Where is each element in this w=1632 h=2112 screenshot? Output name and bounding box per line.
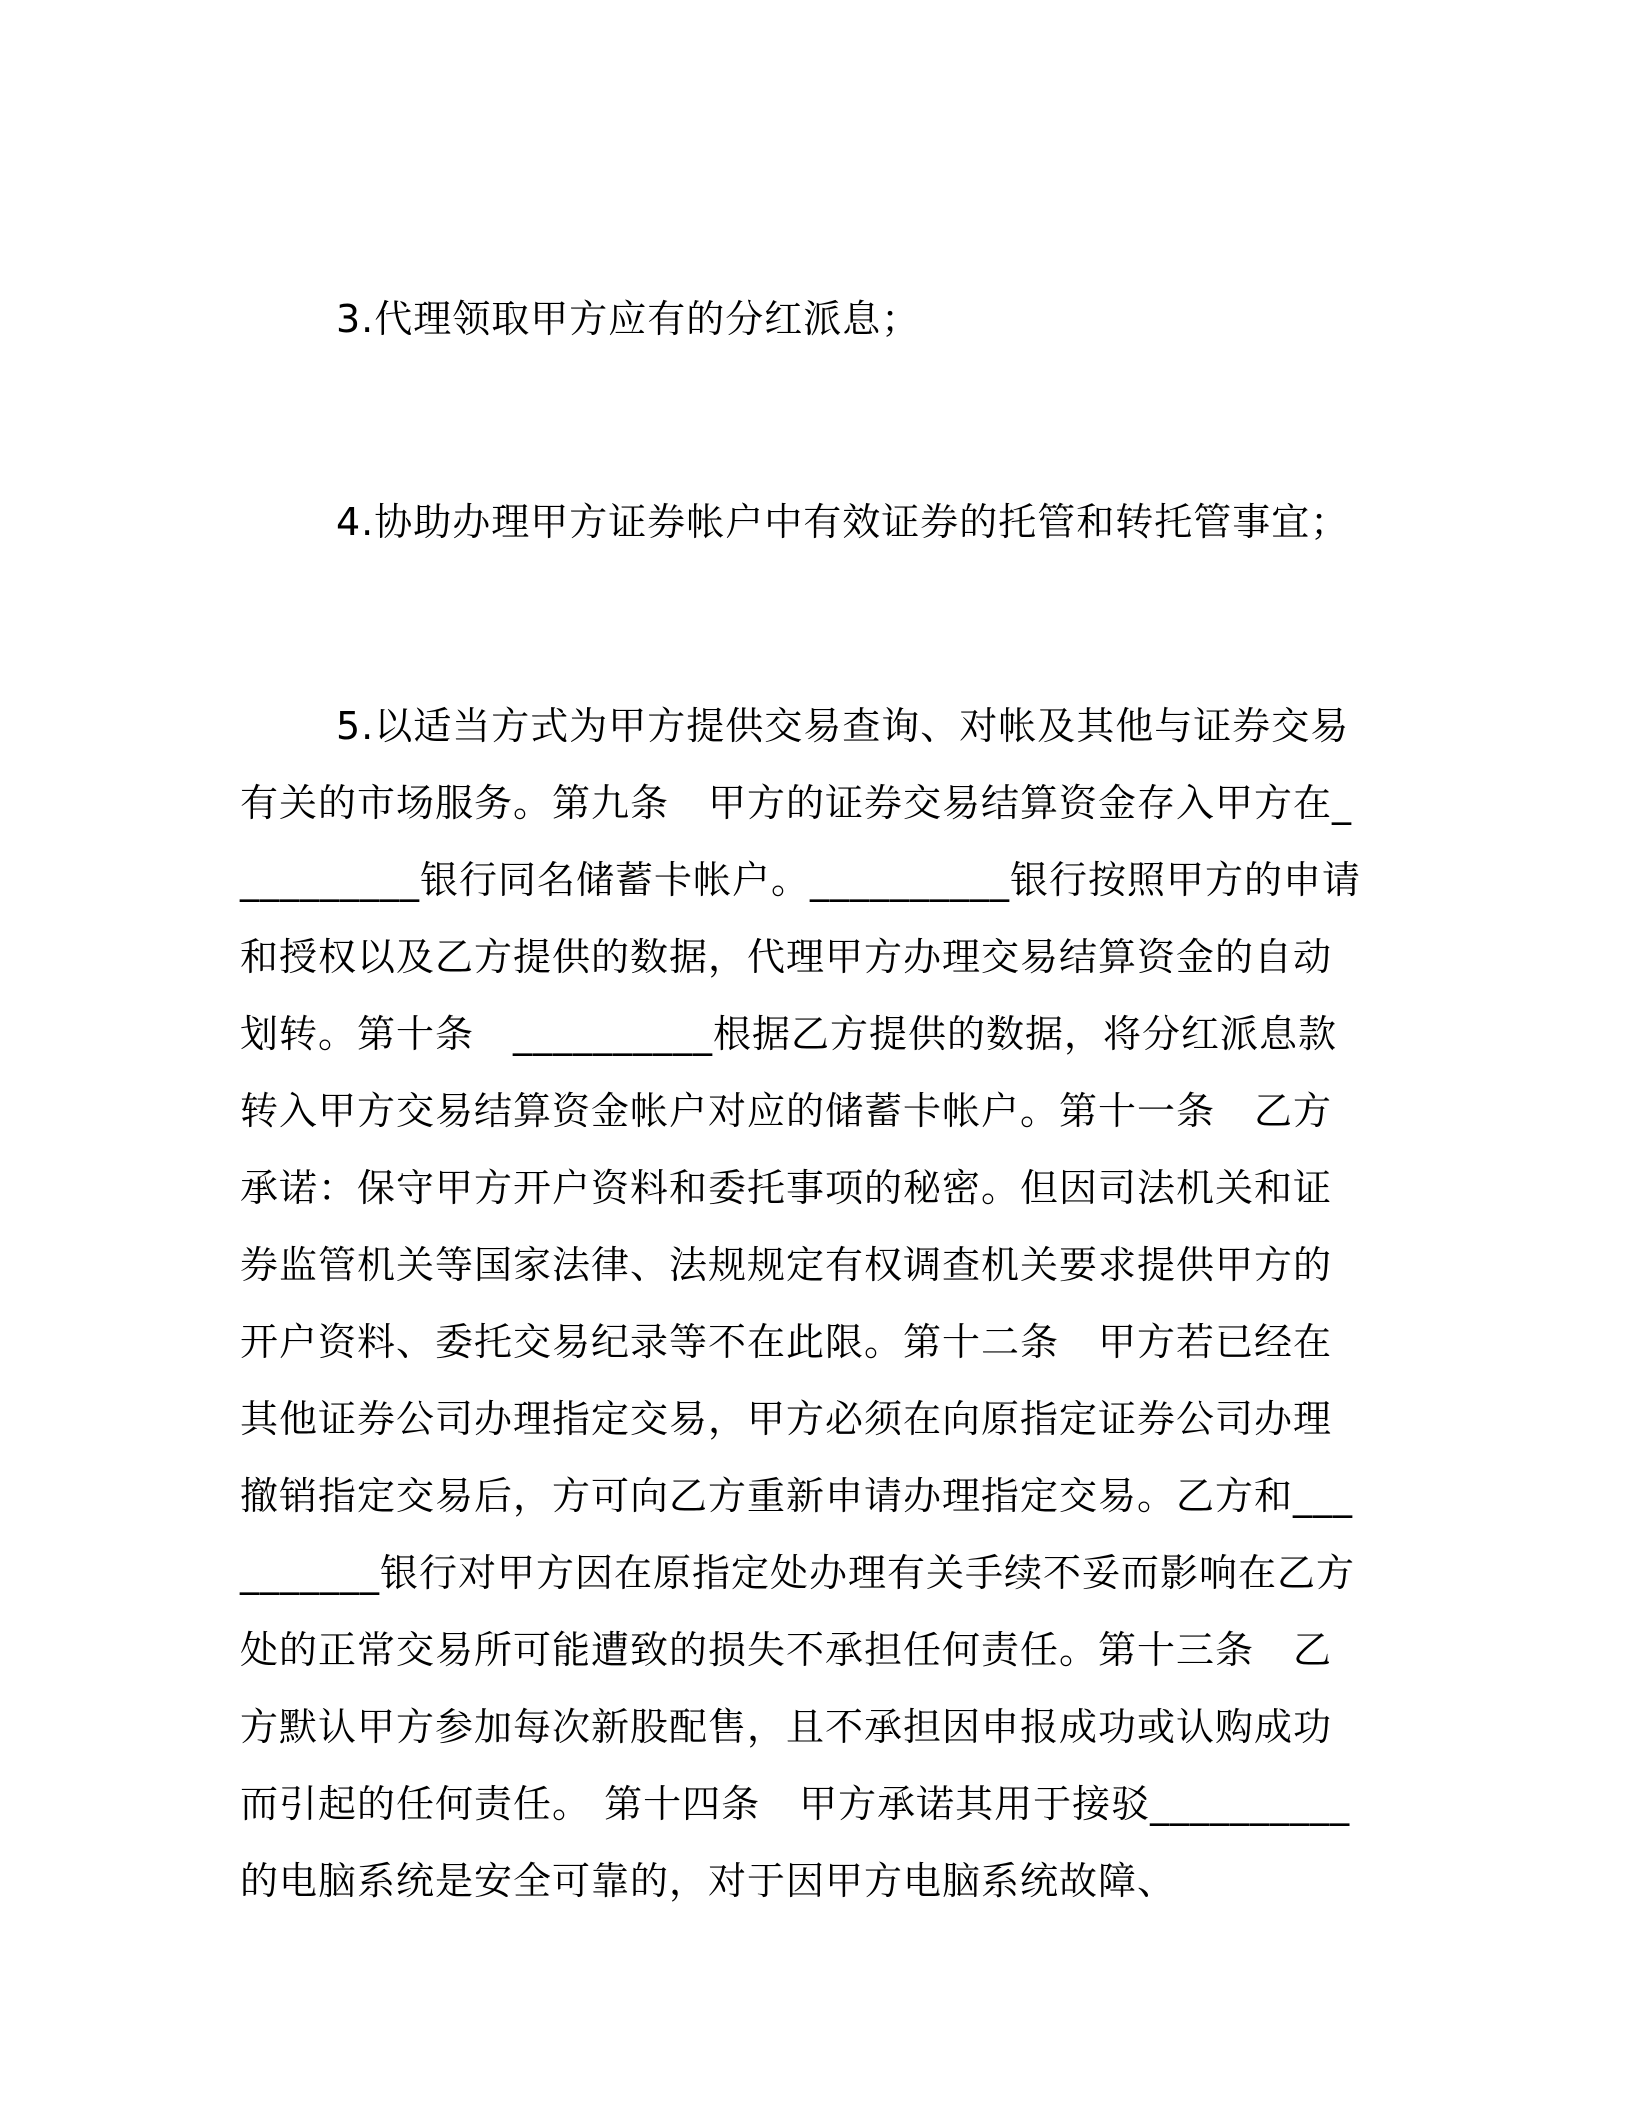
- paragraph-item-4: [240, 484, 1370, 561]
- paragraph-text: 4.协助办理甲方证券帐户中有效证券的托管和转托管事宜；: [336, 500, 1350, 544]
- paragraph-item-5-clauses: [240, 688, 1370, 1920]
- paragraph-item-3: [240, 281, 1370, 358]
- paragraph-text: 3.代理领取甲方应有的分红派息；: [336, 297, 921, 341]
- paragraph-text: 5.以适当方式为甲方提供交易查询、对帐及其他与证券交易有关的市场服务。第九条 甲方的证券交易结算资金存入甲方在__________银行同名储蓄卡帐户。__________银行按照甲方的申请和授权以及乙方提供的数据，代理甲方办理交易结算资金的自动划转。第十条 __________根据乙方提供的数据，将分红派息款转入甲方交易结算资金帐户对应的储蓄卡帐户。第十一条 乙方承诺：保守甲方开户资料和委托事项的秘密。但因司法机关和证券监管机关等国家法律、法规规定有权调查机关要求提供甲方的开户资料、委托交易纪录等不在此限。第十二条 甲方若已经在其他证券公司办理指定交易，甲方必须在向原指定证券公司办理撤销指定交易后，方可向乙方重新申请办理指定交易。乙方和__________银行对甲方因在原指定处办理有关手续不妥而影响在乙方处的正常交易所可能遭致的损失不承担任何责任。第十三条 乙方默认甲方参加每次新股配售，且不承担因申报成功或认购成功而引起的任何责任。 第十四条 甲方承诺其用于接驳__________的电脑系统是安全可靠的，对于因甲方电脑系统故障、: [240, 704, 1362, 1903]
